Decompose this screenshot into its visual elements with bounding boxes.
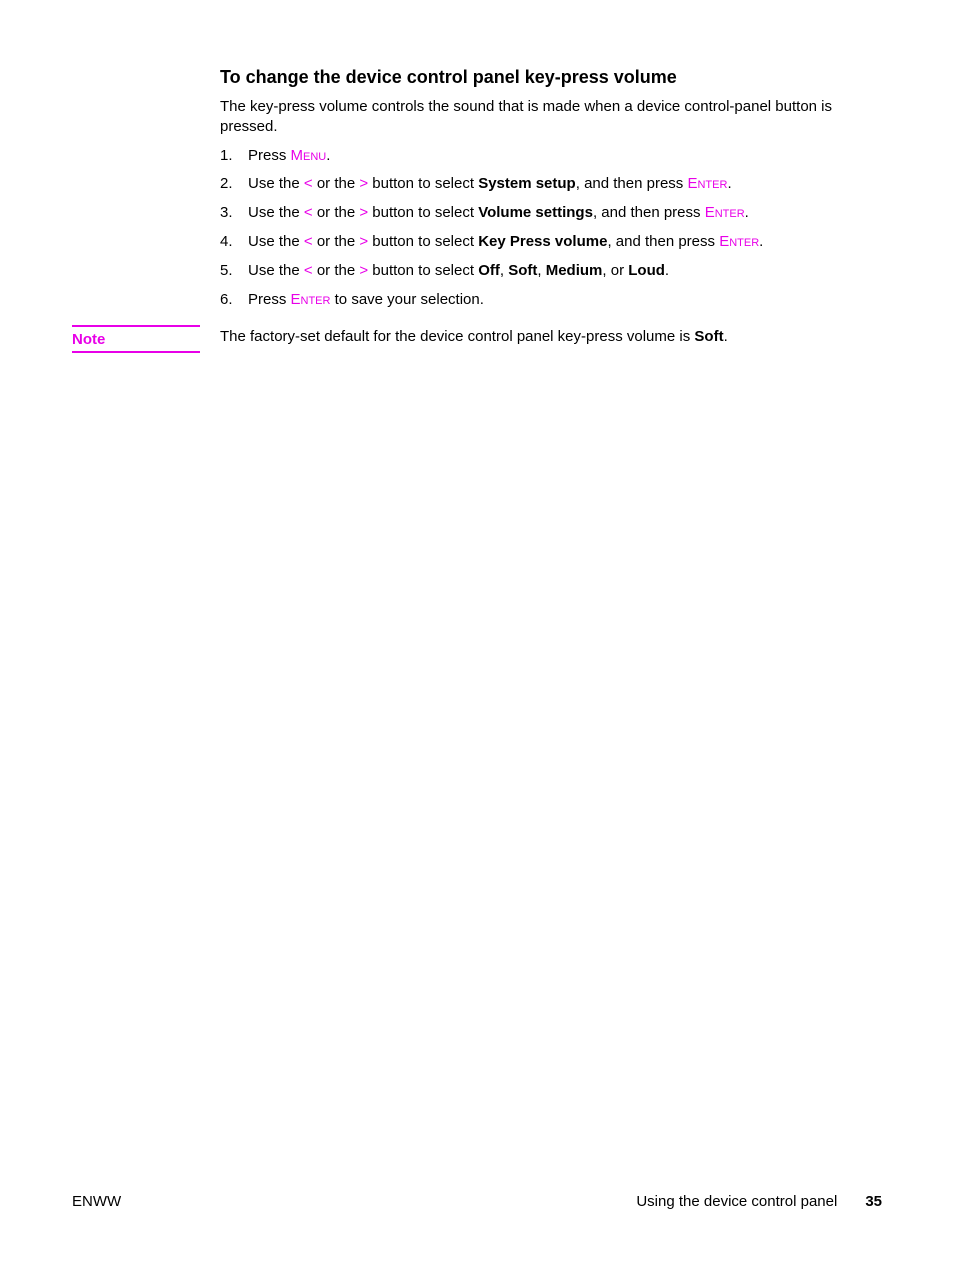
period: . — [759, 233, 764, 250]
button-to-select: button to select — [372, 262, 475, 279]
page-number: 35 — [865, 1193, 882, 1210]
button-to-select: button to select — [372, 233, 475, 250]
right-arrow-key: > — [359, 262, 369, 279]
or-the: or the — [316, 204, 356, 221]
use-the: Use the — [248, 233, 300, 250]
step-number: 4. — [220, 233, 233, 250]
step-number: 5. — [220, 262, 233, 279]
step-text — [248, 261, 669, 281]
or-word: , or — [602, 262, 625, 279]
period: . — [664, 262, 670, 279]
note-bold: Soft — [694, 328, 724, 345]
step-text — [248, 203, 749, 223]
right-arrow-key: > — [359, 204, 369, 221]
or-the: or the — [316, 262, 356, 279]
page-heading: To change the device control panel key-press volume — [220, 67, 677, 87]
step-number: 2. — [220, 175, 233, 192]
note-label: Note — [72, 331, 106, 348]
right-arrow-key: > — [359, 175, 369, 192]
use-the: Use the — [248, 204, 300, 221]
footer-left: ENWW — [72, 1193, 122, 1210]
comma: , — [537, 262, 542, 279]
left-arrow-key: < — [303, 262, 313, 279]
enter-key: Enter — [687, 175, 728, 192]
option-name: Key Press volume — [478, 233, 608, 250]
step-number: 3. — [220, 204, 233, 221]
enter-key: Enter — [290, 291, 331, 308]
left-arrow-key: < — [303, 204, 313, 221]
step-text — [248, 290, 484, 310]
button-to-select: button to select — [372, 204, 475, 221]
use-the: Use the — [248, 262, 300, 279]
enter-key: Enter — [719, 233, 760, 250]
period: . — [744, 204, 749, 221]
footer-right — [636, 1192, 882, 1212]
left-arrow-key: < — [303, 233, 313, 250]
comma: , — [499, 262, 505, 279]
note-body: The factory-set default for the device control panel key-press volume is — [220, 328, 691, 345]
and-then-press: , and then press — [592, 204, 701, 221]
intro-paragraph: The key-press volume controls the sound that is made when a device control-panel button is pressed. — [220, 98, 832, 135]
step-number: 1. — [220, 147, 233, 164]
note-label-box — [72, 325, 200, 353]
footer-section: Using the device control panel — [636, 1193, 838, 1210]
period: . — [326, 147, 331, 164]
or-the: or the — [316, 175, 356, 192]
option-medium: Medium — [545, 262, 603, 279]
and-then-press: , and then press — [607, 233, 716, 250]
use-the: Use the — [248, 175, 300, 192]
enter-key: Enter — [704, 204, 745, 221]
step-text — [248, 174, 732, 194]
and-then-press: , and then press — [575, 175, 684, 192]
menu-key: Menu — [290, 147, 327, 164]
note-text — [220, 327, 728, 347]
option-name: Volume settings — [478, 204, 593, 221]
period: . — [723, 328, 728, 345]
left-arrow-key: < — [303, 175, 313, 192]
or-the: or the — [316, 233, 356, 250]
press-word: Press — [248, 291, 287, 308]
step-text — [248, 146, 330, 166]
step-suffix: to save your selection. — [334, 291, 484, 308]
step-text — [248, 232, 763, 252]
step-number: 6. — [220, 291, 233, 308]
right-arrow-key: > — [359, 233, 369, 250]
option-soft: Soft — [508, 262, 538, 279]
option-loud: Loud — [628, 262, 665, 279]
option-off: Off — [478, 262, 500, 279]
button-to-select: button to select — [372, 175, 475, 192]
period: . — [727, 175, 732, 192]
press-word: Press — [248, 147, 287, 164]
option-name: System setup — [478, 175, 576, 192]
